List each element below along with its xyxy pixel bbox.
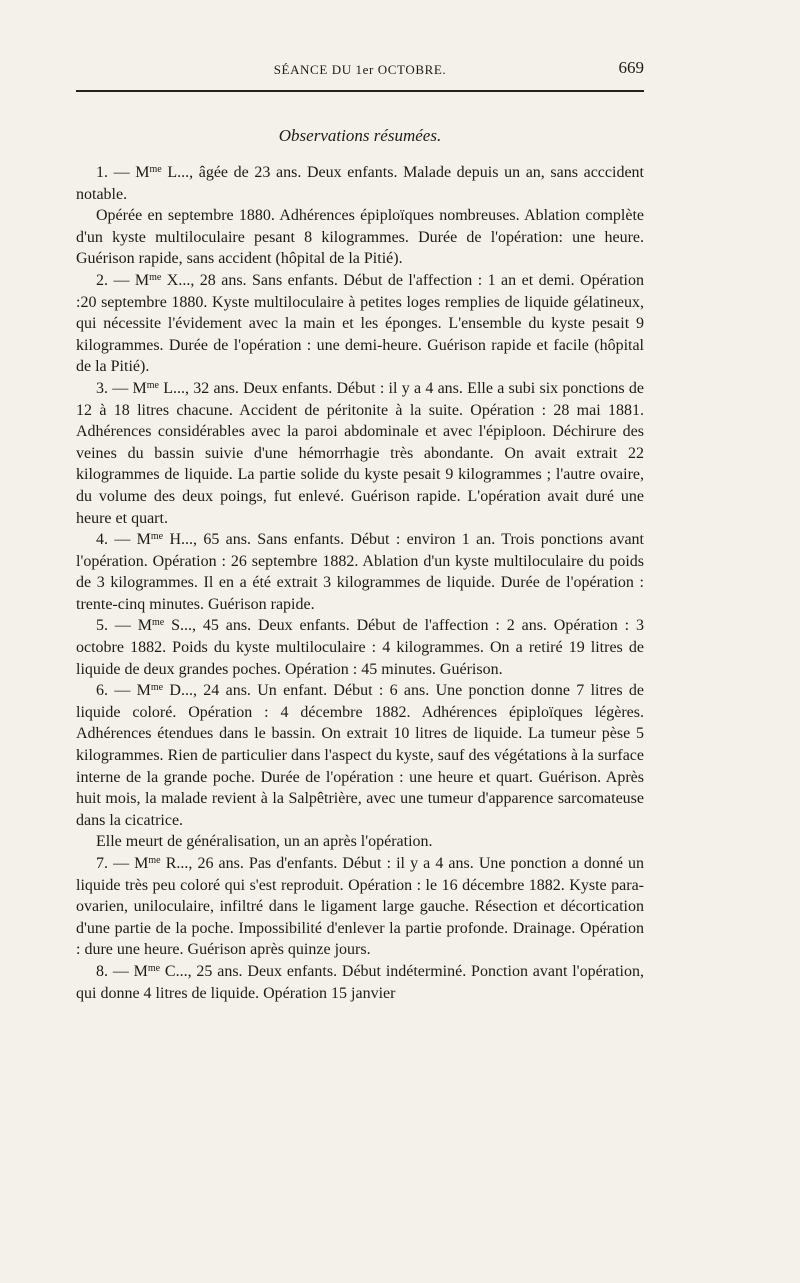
page <box>76 56 644 1004</box>
paragraph-text: C..., 25 ans. Deux enfants. Début indéterminé. Ponction avant l'opération, qui donne 4 litres de liquide. Opération 15 janvier <box>76 962 644 1002</box>
paragraph-text: S..., 45 ans. Deux enfants. Début de l'affection : 2 ans. Opération : 3 octobre 1882. Poids du kyste multiloculaire : 4 kilogrammes. On a retiré 19 litres de liquide de deux grandes poches. Opération : 45 minutes. Guérison. <box>76 617 644 678</box>
title-abbreviation: me <box>150 531 164 543</box>
paragraph <box>76 853 644 961</box>
paragraph-text: H..., 65 ans. Sans enfants. Début : environ 1 an. Trois ponctions avant l'opération. Opération : 26 septembre 1882. Ablation d'un kyste multiloculaire du poids de 3 kilogrammes. Il en a été extrait 3 kilogrammes de liquide. Durée de l'opération : trente-cinq minutes. Guérison rapide. <box>76 531 644 613</box>
body-text <box>76 162 644 1004</box>
running-title: SÉANCE DU 1er OCTOBRE. <box>273 62 447 77</box>
observation-number: 3. — M <box>96 379 147 397</box>
observation-number: 6. — M <box>96 682 151 700</box>
title-abbreviation: me <box>146 379 159 391</box>
paragraph <box>76 831 644 853</box>
paragraph-text: Opérée en septembre 1880. Adhérences épiploïques nombreuses. Ablation complète d'un kyste multiloculaire pesant 8 kilogrammes. Durée de l'opération: une heure. Guérison rapide, sans accident (hôpital de la Pitié). <box>76 207 644 268</box>
paragraph-text: D..., 24 ans. Un enfant. Début : 6 ans. Une ponction donne 7 litres de liquide coloré. Opération : 4 décembre 1882. Adhérences épiploïques légères. Adhérences étendues dans le bassin. On extrait 10 litres de liquide. La tumeur pèse 5 kilogrammes. Rien de particulier dans l'aspect du kyste, sauf des végétations à la surface interne de la grande poche. Durée de l'opération : une heure et quart. Guérison. Après huit mois, la malade revient à la Salpêtrière, avec une tumeur d'apparence sarcomateuse dans la cicatrice. <box>76 682 644 829</box>
paragraph <box>76 205 644 270</box>
running-head <box>76 56 644 86</box>
paragraph <box>76 961 644 1004</box>
title-abbreviation: me <box>147 962 161 974</box>
paragraph <box>76 270 644 378</box>
paragraph <box>76 162 644 205</box>
title-abbreviation: me <box>148 855 161 866</box>
paragraph-text: X..., 28 ans. Sans enfants. Début de l'affection : 1 an et demi. Opération :20 septembre 1880. Kyste multiloculaire à petites loges remplies de liquide gélatineux, qui nécessite l'évidement avec la main et les éponges. L'ensemble du kyste pesait 9 kilogrammes. Durée de l'opération : une demi-heure. Guérison rapide et facile (hôpital de la Pitié). <box>76 271 645 376</box>
paragraph <box>76 615 644 680</box>
title-abbreviation: me <box>149 164 162 175</box>
title-abbreviation: me <box>152 617 165 629</box>
observation-number: 1. — M <box>96 164 150 181</box>
paragraph-text: R..., 26 ans. Pas d'enfants. Début : il y a 4 ans. Une ponction a donné un liquide très peu coloré qui s'est reproduit. Opération : le 16 décembre 1882. Kyste para-ovarien, uniloculaire, infiltré dans le ligament large gauche. Résection et décortication d'une partie de la poche. Impossibilité d'enlever la partie profonde. Drainage. Opération : dure une heure. Guérison après quinze jours. <box>76 855 644 959</box>
observation-number: 4. — M <box>96 531 151 549</box>
section-title: Observations résumées. <box>278 126 442 145</box>
observation-number: 2. — M <box>96 271 150 289</box>
paragraph-text: Elle meurt de généralisation, un an après l'opération. <box>96 833 433 851</box>
title-abbreviation: me <box>150 682 164 694</box>
title-abbreviation: me <box>149 271 162 283</box>
paragraph <box>76 378 644 529</box>
header-rule <box>76 90 644 92</box>
paragraph <box>76 529 644 615</box>
paragraph <box>76 680 644 831</box>
page-number: 669 <box>618 58 644 77</box>
observation-number: 8. — M <box>96 962 148 980</box>
paragraph-text: L..., âgée de 23 ans. Deux enfants. Malade depuis un an, sans acccident notable. <box>76 164 644 203</box>
paragraph-text: L..., 32 ans. Deux enfants. Début : il y a 4 ans. Elle a subi six ponctions de 12 à 18 litres chacune. Accident de péritonite à la suite. Opération : 28 mai 1881. Adhérences considérables avec la paroi abdominale et avec l'épiploon. Déchirure des veines du bassin suivie d'une hémorrhagie très abondante. On avait extrait 22 kilogrammes de liquide. La partie solide du kyste pesait 9 kilogrammes ; l'autre ovaire, du volume des deux poings, fut enlevé. Guérison rapide. L'opération avait duré une heure et quart. <box>76 379 644 527</box>
observation-number: 5. — M <box>96 617 152 635</box>
observation-number: 7. — M <box>96 855 149 872</box>
